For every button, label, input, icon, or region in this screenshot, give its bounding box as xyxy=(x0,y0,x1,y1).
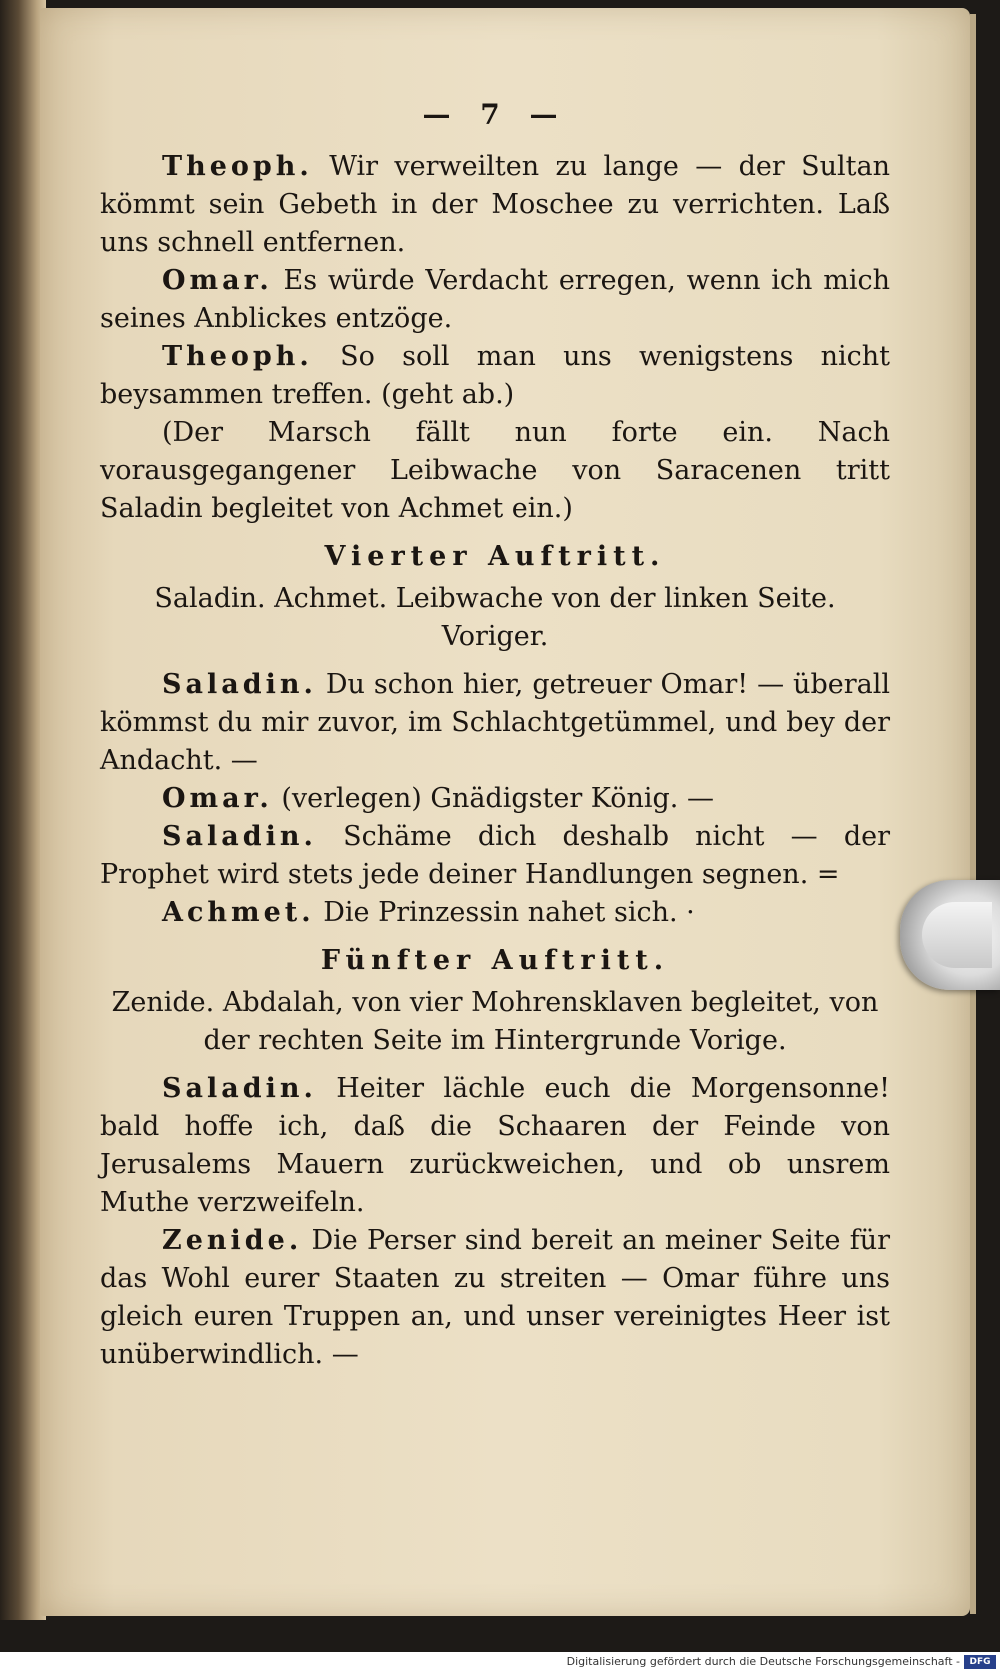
dialogue-line xyxy=(100,1222,890,1374)
speaker: Theoph. xyxy=(162,151,313,182)
footer-credit: Digitalisierung gefördert durch die Deutsche Forschungsgemeinschaft - xyxy=(566,1655,960,1668)
line-text: Heiter lächle euch die Morgensonne! bald hoffe ich, daß die Schaaren der Feinde von Jerusalems Mauern zurückweichen, und ob unsrem Muthe verzweifeln. xyxy=(100,1073,890,1218)
dialogue-line xyxy=(100,338,890,414)
speaker: Saladin. xyxy=(162,821,317,852)
line-text: (Der Marsch fällt nun forte ein. Nach vorausgegangener Leibwache von Saracenen tritt Saladin begleitet von Achmet ein.) xyxy=(100,417,890,524)
dialogue-line xyxy=(100,148,890,262)
line-text: Schäme dich deshalb nicht — der Prophet wird stets jede deiner Handlungen segnen. = xyxy=(100,821,890,890)
dfg-logo: DFG xyxy=(964,1655,996,1669)
speaker: Theoph. xyxy=(162,341,313,372)
stage-direction xyxy=(100,414,890,528)
page-text xyxy=(100,96,890,1374)
footer-bar xyxy=(0,1652,1000,1672)
line-text: Die Perser sind bereit an meiner Seite für das Wohl eurer Staaten zu streiten — Omar führe uns gleich euren Truppen an, und unser vereinigtes Heer ist unüberwindlich. — xyxy=(100,1225,890,1370)
scene-heading: Vierter Auftritt. xyxy=(324,541,666,572)
line-text: Du schon hier, getreuer Omar! — überall kömmst du mir zuvor, im Schlachtgetümmel, und bey der Andacht. — xyxy=(100,669,890,776)
speaker: Saladin. xyxy=(162,1073,317,1104)
dialogue-line xyxy=(100,818,890,894)
page-edge xyxy=(970,14,976,1614)
line-text: So soll man uns wenigstens nicht beysammen treffen. (geht ab.) xyxy=(100,341,890,410)
line-text: Es würde Verdacht erregen, wenn ich mich seines Anblickes entzöge. xyxy=(100,265,890,334)
speaker: Saladin. xyxy=(162,669,317,700)
speaker: Achmet. xyxy=(162,897,315,928)
page-clip xyxy=(900,880,1000,990)
line-text: Die Prinzessin nahet sich. · xyxy=(314,897,695,928)
page-number: — 7 — xyxy=(422,98,568,131)
line-text: Wir verweilten zu lange — der Sultan kömmt sein Gebeth in der Moschee zu verrichten. Laß uns schnell entfernen. xyxy=(100,151,890,258)
scene-heading: Fünfter Auftritt. xyxy=(320,945,670,976)
dialogue-line xyxy=(100,666,890,780)
speaker: Zenide. xyxy=(162,1225,303,1256)
dialogue-line xyxy=(100,262,890,338)
dialogue-line xyxy=(100,894,890,932)
speaker: Omar. xyxy=(162,783,273,814)
page-clip-inner xyxy=(922,902,992,968)
scene-cast: Zenide. Abdalah, von vier Mohrensklaven begleitet, von der rechten Seite im Hintergrunde Vorige. xyxy=(111,987,879,1056)
scene-cast: Saladin. Achmet. Leibwache von der linken Seite. Voriger. xyxy=(154,583,836,652)
dialogue-line xyxy=(100,780,890,818)
line-text: (verlegen) Gnädigster König. — xyxy=(272,783,714,814)
dialogue-line xyxy=(100,1070,890,1222)
speaker: Omar. xyxy=(162,265,273,296)
